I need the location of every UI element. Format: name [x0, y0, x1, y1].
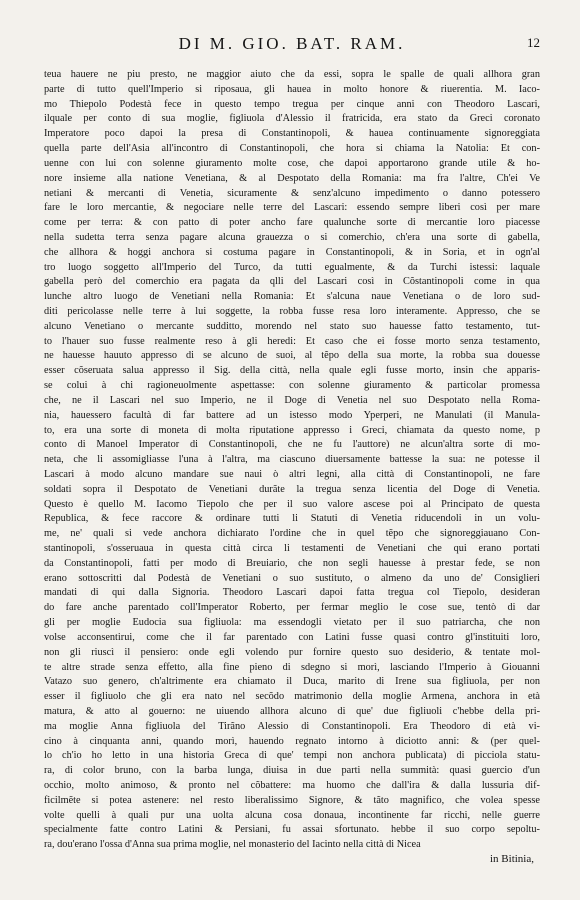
text-line: occhio, molto animoso, & pronto nel cõbattere: ma huomo che dall'ira & dalla lussuria dif-: [44, 780, 540, 791]
text-line: netiani & mercanti di Venetia, sicuramente & senz'alcuno impedimento o danno potessero: [44, 187, 540, 199]
text-line: ilquale per conto di sua moglie, figliuola d'Alessio il fratricida, era stato da Greci coronato: [44, 113, 540, 125]
text-line: neta, che li assomigliasse l'una à l'altra, ma ciascuno diuersamente battesse la sua: ne potesse il: [44, 454, 540, 466]
text-line: esser cõseruata salua appresso il Sig. della città, nella quale egli fusse morto, insin che apparis-: [44, 365, 540, 377]
text-line: parte di tutto quell'Imperio si riposaua, gli hauea in molto honore & riuerentia. M. Iaco-: [44, 83, 540, 95]
text-line: gli per moglie Eudocia sua figliuola: ma essendogli vietato per il suo patriarcha, che non: [44, 617, 540, 629]
text-line: gabella però del comerchio era pagata da qlli del Lascari così in Cõstantinopoli come in qua: [44, 276, 540, 288]
page-number: 12: [527, 35, 540, 50]
text-line: to l'hauer suo fusse realmente reso à gli heredi: Et caso che ei fosse morto senza testamento,: [44, 335, 540, 347]
text-line: ra, di color bruno, con la barba lunga, diuisa in due parti nella summità: quasi guercio d'un: [44, 765, 540, 777]
body-text: [44, 68, 540, 853]
text-line: te altre strade senza effetto, alla fine pieno di sdegno si morì, lasciando l'Imperio à Giouanni: [44, 661, 540, 673]
text-line: ma moglie Anna figliuola del Tirãno Alessio di Constantinopoli. Era Theodoro di età vi-: [44, 720, 540, 732]
text-line: cino à cinquanta anni, quando morì, hauendo regnato intorno à diciotto anni: & (per quel-: [44, 735, 540, 747]
text-line: Lascari à modo alcuno mandare sue naui ò altri legni, alla città di Constantinopoli, ne fare: [44, 468, 540, 480]
text-line: diti pericolasse nelle terre à lui soggette, la robba fusse resa loro interamente. Appresso, che se: [44, 306, 540, 317]
text-line: tro luogo soggetto all'Imperio del Turco, da tutti egualmente, & da Turchi istessi: laquale: [44, 261, 540, 273]
text-line: specialmente fatte contro Latini & Persiani, fu assai sfortunato. hebbe il suo corpo sepoltu-: [44, 824, 540, 836]
text-line: Questo è quello M. Iacomo Tiepolo che per il suo valore ascese poi al Principato de questa: [44, 498, 540, 510]
page-header: [44, 34, 540, 60]
text-line: se colui à chi ragioneuolmente aspettasse: con solenne giuramento & particolar promessa: [44, 380, 540, 392]
text-line: stantinopoli, s'osseruaua in questa città circa li testamenti de Venetiani che qui erano portati: [44, 543, 540, 554]
text-line: lunche altro luogo de Venetiani nella Romania: Et s'alcuna naue Venetiana o de loro sud-: [44, 291, 540, 303]
text-line: me, ne' quali si vede anchora dichiarato l'ordine che in quel tẽpo che signoreggiauano Con-: [44, 528, 540, 540]
text-line: esser il figliuolo che gli era nato nel secõdo matrimonio della moglie Armena, anchora in età: [44, 691, 540, 703]
text-line: teua hauere ne piu presto, ne maggior aiuto che da essi, sopra le spalle de quali allhora gran: [44, 69, 540, 80]
text-line: non gli riuscì il pensiero: onde egli volendo pur fornire questo suo desiderio, & tentate mol-: [44, 646, 540, 658]
text-line: uenne con lui con solenne giuramento molte cose, che dapoi apportarono grande utile & ho-: [44, 157, 540, 169]
text-line: lo ch'io ho letto in una historia Greca di que' tempi non anchora publicata) di picciola statu-: [44, 750, 540, 762]
text-line: quella parte dell'Asia all'incontro di Constantinopoli, che hora si chiama la Natolia: Et con-: [44, 143, 540, 155]
text-line: soldati sopra il Despotato de Venetiani durãte la tregua senza licentia del Doge di Venetia.: [44, 483, 540, 495]
text-line: nore insieme alla natione Venetiana, & al Despotato della Romania: ma fra l'altre, Ch'ei Ve: [44, 172, 540, 184]
text-line: mo Thiepolo Podestà fece in questo tempo tregua per cinque anni con Theodoro Lascari,: [44, 98, 540, 110]
text-line: volse acconsentirui, come che il far parentado con Latini fusse quasi contro gl'instituiti loro,: [44, 631, 540, 643]
text-line: nella sudetta terra senza pagare alcuna grauezza o si comerchio, ch'era una sorte di gabella,: [44, 231, 540, 243]
text-line: mandati di qui dalla Signoria. Theodoro Lascari dapoi fatta tregua col Tiepolo, desideran: [44, 587, 540, 599]
text-line: volte quelli à quali pur una uolta alcuna cosa donaua, incontinente far ricchi, nelle guerre: [44, 809, 540, 821]
text-line: ficilmẽte si potea astenere: nel resto liberalissimo Signore, & tãto magnifico, che volea spesse: [44, 794, 540, 806]
running-head: DI M. GIO. BAT. RAM.: [178, 34, 406, 53]
text-line: nia, hauessero facultà di far battere ad un istesso modo Yperperi, ne Manulati (il Manula-: [44, 409, 540, 421]
text-line: che allhora & hoggi anchora si costuma pagare in Constantinopoli, & in Soria, et in ogn'al: [44, 246, 540, 258]
text-line: alcuno Venetiano o mercante sudditto, morendo nel stato suo hauesse fatto testamento, tut-: [44, 320, 540, 332]
text-line: che, ne il Lascari nel suo Imperio, ne il Doge di Venetia nel suo Despotato nella Roma-: [44, 394, 540, 406]
text-line: Republica, & fece raccore & ordinare tutti li Statuti di Venetia riducendoli in un volu-: [44, 513, 540, 525]
text-line: da Constantinopoli, fatti per modo di Breuiario, che non segli hauesse à prestar fede, se non: [44, 557, 540, 569]
text-line: conto di Manoel Imperator di Constantinopoli, che ne fu l'auttore) ne alcun'altra sorte di mo-: [44, 439, 540, 451]
text-line: ra, dou'erano l'ossa d'Anna sua prima moglie, nel monasterio del Iacinto nella città di Nicea: [44, 839, 421, 851]
text-line: do fare anche parentado coll'Imperator Roberto, per fermar meglio le cose sue, tentò di dar: [44, 602, 540, 614]
text-line: fare le loro mercantie, & negociare nelle terre del Lascari: essendo sempre liberi così per mare: [44, 202, 540, 214]
text-line: to, era una sorte di moneta di molta riputatione appresso i Greci, chiamata da questo nome, p: [44, 424, 540, 436]
text-line: matura, & atto al gouerno: ne uiuendo allhora alcuno di que' due figliuoli c'hebbe della pri-: [44, 705, 540, 717]
text-line: ne hauesse hauuto appresso di se alcuno de suoi, al tẽpo della sua morte, la robba sua douesse: [44, 350, 540, 362]
catchword: in Bitinia,: [490, 853, 534, 866]
text-line: Imperatore poco dapoi la presa di Constantinopoli, & hauea continuamente signoreggiata: [44, 128, 540, 140]
text-line: Vatazo suo genero, ch'altrimente era chiamato il Duca, marito di Irene sua figliuola, per non: [44, 676, 540, 688]
text-line: erano sottoscritti dal Podestà de Venetiani o suo sustituto, o almeno da uno de' Consiglieri: [44, 572, 540, 584]
text-line: come per terra: & con patto di poter ancho fare qualunche sorte di mercantie loro piacesse: [44, 217, 540, 229]
